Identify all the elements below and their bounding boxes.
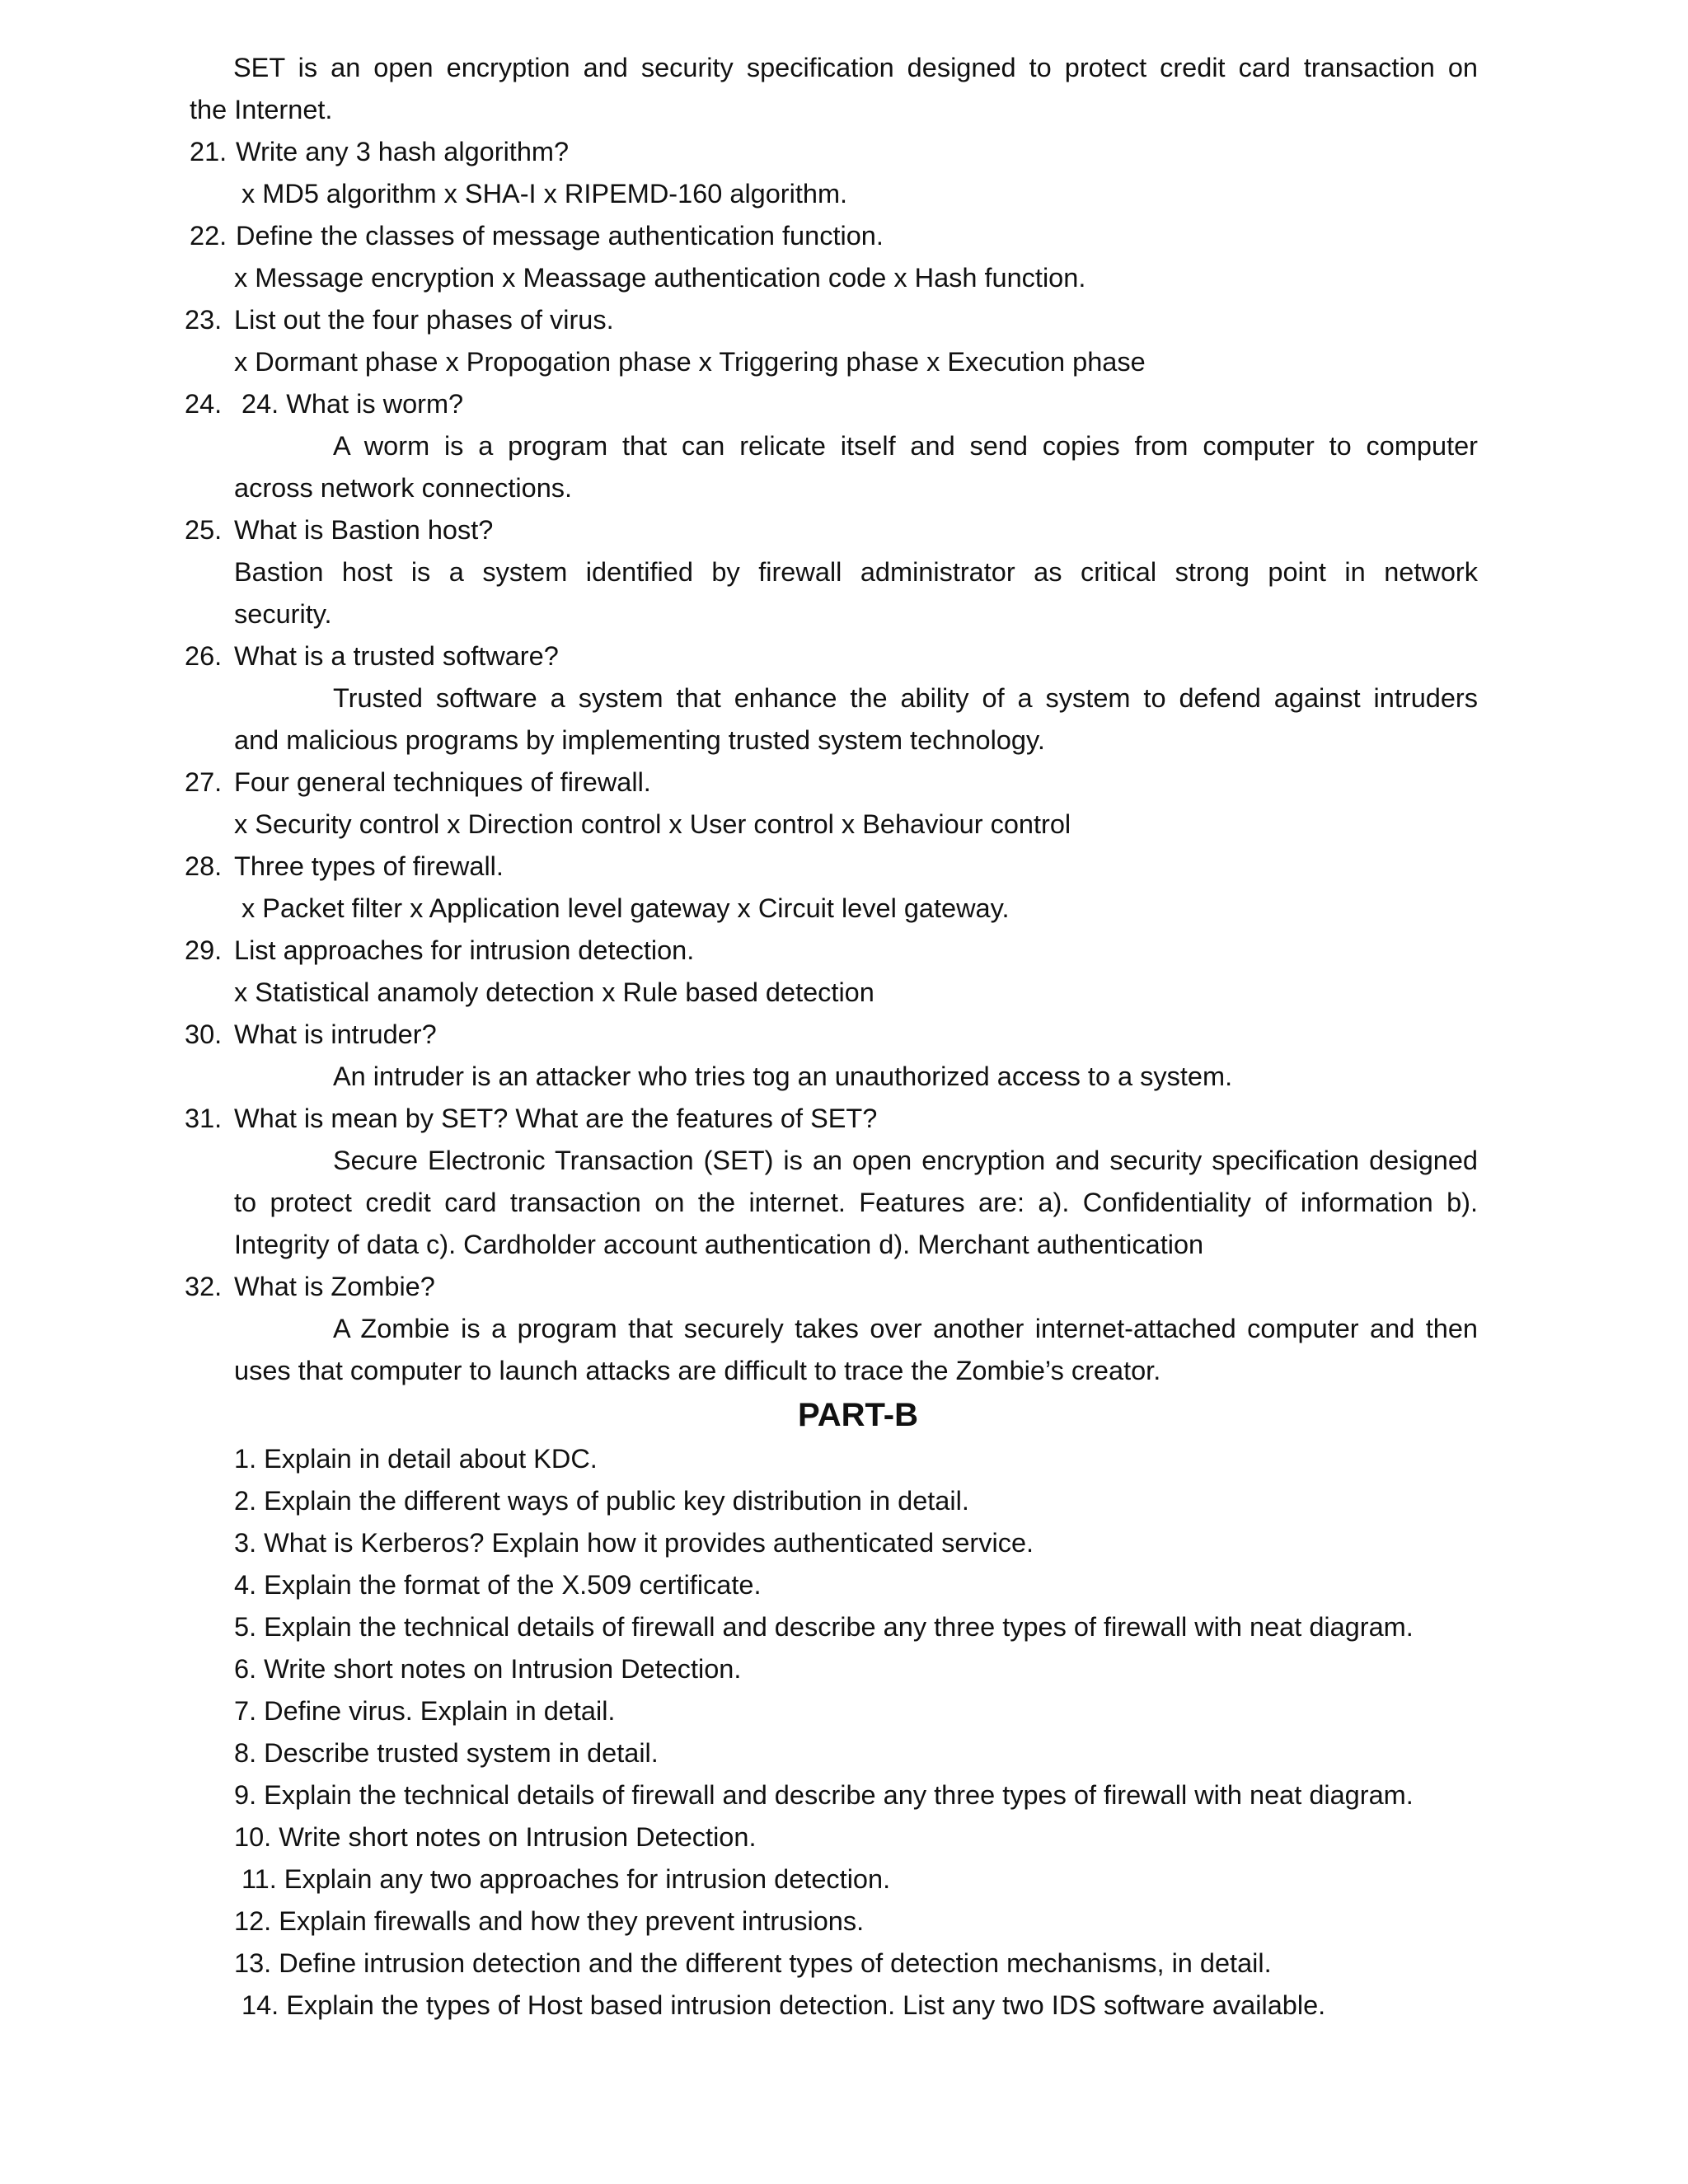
question-number: 27. [185, 767, 223, 797]
question-text: List approaches for intrusion detection. [234, 935, 695, 965]
question-text: Define the classes of message authentication function. [236, 221, 884, 251]
question-text: What is Zombie? [234, 1272, 435, 1301]
answer-text: and malicious programs by implementing trusted system technology. [234, 725, 1045, 755]
answer-text: Integrity of data c). Cardholder account authentication d). Merchant authentication [234, 1230, 1204, 1259]
list-item: 6. Write short notes on Intrusion Detection. [234, 1654, 742, 1684]
question-number: 22. [190, 221, 227, 251]
intro-line-1: SET is an open encryption and security specification designed to protect credit card transaction on [233, 53, 1478, 82]
answer-text: A Zombie is a program that securely takes over another internet-attached computer and then [333, 1314, 1478, 1343]
question-number: 26. [185, 641, 223, 671]
question-text: What is a trusted software? [234, 641, 559, 671]
question-number: 29. [185, 935, 223, 965]
list-item: 2. Explain the different ways of public key distribution in detail. [234, 1486, 969, 1516]
question-text: Write any 3 hash algorithm? [236, 137, 570, 166]
answer-text: An intruder is an attacker who tries tog an unauthorized access to a system. [333, 1062, 1233, 1091]
answer-text: x Dormant phase x Propogation phase x Triggering phase x Execution phase [234, 347, 1146, 377]
answer-text: security. [234, 599, 332, 629]
question-text: Four general techniques of firewall. [234, 767, 651, 797]
question-text: List out the four phases of virus. [234, 305, 614, 335]
question-text: Three types of firewall. [234, 851, 504, 881]
question-text: What is mean by SET? What are the features of SET? [234, 1104, 878, 1133]
list-item: 13. Define intrusion detection and the different types of detection mechanisms, in detail. [234, 1948, 1272, 1978]
question-number: 30. [185, 1019, 223, 1049]
answer-text: x Message encryption x Meassage authentication code x Hash function. [234, 263, 1086, 293]
question-number: 32. [185, 1272, 223, 1301]
answer-text: Bastion host is a system identified by firewall administrator as critical strong point in network [234, 557, 1478, 587]
answer-text: uses that computer to launch attacks are difficult to trace the Zombie’s creator. [234, 1356, 1161, 1385]
question-number: 25. [185, 515, 223, 545]
list-item: 14. Explain the types of Host based intrusion detection. List any two IDS software available. [241, 1990, 1326, 2020]
answer-text: Secure Electronic Transaction (SET) is an open encryption and security specification designed [333, 1146, 1478, 1175]
question-number: 23. [185, 305, 223, 335]
list-item: 9. Explain the technical details of firewall and describe any three types of firewall with neat diagram. [234, 1780, 1414, 1810]
section-heading: PART-B [798, 1397, 918, 1433]
list-item: 5. Explain the technical details of firewall and describe any three types of firewall with neat diagram. [234, 1612, 1414, 1642]
intro-line-2: the Internet. [190, 95, 333, 124]
question-number: 21. [190, 137, 227, 166]
list-item: 10. Write short notes on Intrusion Detection. [234, 1822, 757, 1852]
list-item: 1. Explain in detail about KDC. [234, 1444, 598, 1474]
answer-text: x Packet filter x Application level gateway x Circuit level gateway. [241, 893, 1010, 923]
list-item: 11. Explain any two approaches for intrusion detection. [241, 1864, 891, 1894]
answer-text: x MD5 algorithm x SHA-I x RIPEMD-160 algorithm. [241, 179, 848, 209]
answer-text: Trusted software a system that enhance the ability of a system to defend against intruders [333, 683, 1478, 713]
answer-text: to protect credit card transaction on the internet. Features are: a). Confidentiality of information b). [234, 1188, 1478, 1217]
answer-text: A worm is a program that can relicate itself and send copies from computer to computer [333, 431, 1478, 461]
question-number: 31. [185, 1104, 223, 1133]
list-item: 3. What is Kerberos? Explain how it provides authenticated service. [234, 1528, 1034, 1558]
question-number: 24. [185, 389, 223, 419]
list-item: 8. Describe trusted system in detail. [234, 1738, 659, 1768]
question-text: What is intruder? [234, 1019, 437, 1049]
answer-text: x Security control x Direction control x User control x Behaviour control [234, 809, 1071, 839]
answer-text: across network connections. [234, 473, 573, 503]
list-item: 12. Explain firewalls and how they prevent intrusions. [234, 1906, 865, 1936]
question-text: What is Bastion host? [234, 515, 494, 545]
question-text: 24. What is worm? [241, 389, 464, 419]
list-item: 7. Define virus. Explain in detail. [234, 1696, 616, 1726]
answer-text: x Statistical anamoly detection x Rule based detection [234, 977, 874, 1007]
question-number: 28. [185, 851, 223, 881]
list-item: 4. Explain the format of the X.509 certificate. [234, 1570, 762, 1600]
